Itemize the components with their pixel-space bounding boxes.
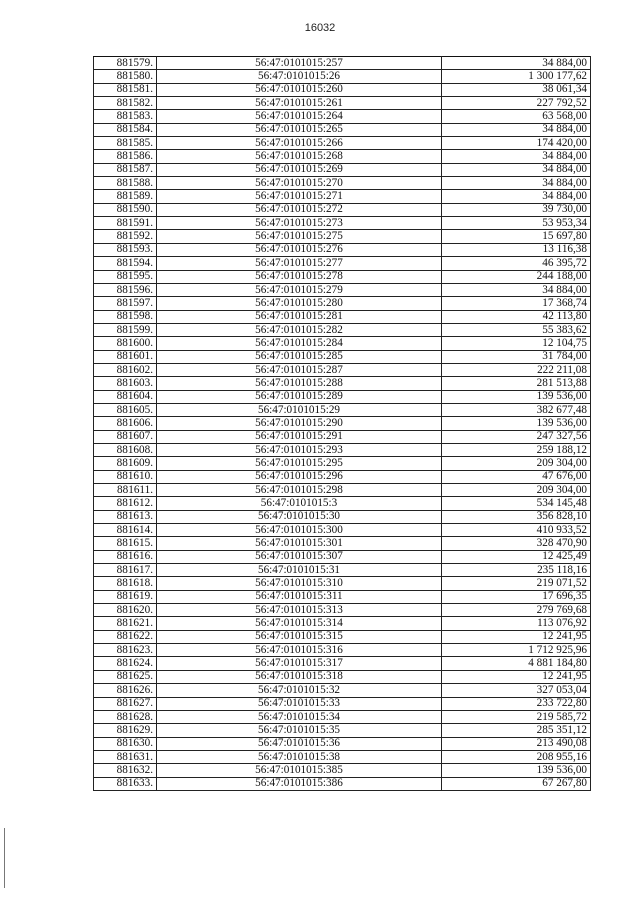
row-number-cell: 881618. bbox=[94, 577, 157, 590]
value-cell: 222 211,08 bbox=[442, 363, 591, 376]
table-row bbox=[94, 470, 591, 483]
table-row bbox=[94, 257, 591, 270]
cadastral-number-cell: 56:47:0101015:282 bbox=[157, 323, 442, 336]
table-row bbox=[94, 484, 591, 497]
table-row bbox=[94, 323, 591, 336]
value-cell: 34 884,00 bbox=[442, 163, 591, 176]
cadastral-number-cell: 56:47:0101015:38 bbox=[157, 750, 442, 763]
row-number-cell: 881631. bbox=[94, 750, 157, 763]
table-row bbox=[94, 684, 591, 697]
table-row bbox=[94, 377, 591, 390]
cadastral-number-cell: 56:47:0101015:288 bbox=[157, 377, 442, 390]
cadastral-number-cell: 56:47:0101015:307 bbox=[157, 550, 442, 563]
table-row bbox=[94, 604, 591, 617]
value-cell: 34 884,00 bbox=[442, 150, 591, 163]
cadastral-number-cell: 56:47:0101015:271 bbox=[157, 190, 442, 203]
cadastral-number-cell: 56:47:0101015:277 bbox=[157, 257, 442, 270]
cadastral-number-cell: 56:47:0101015:26 bbox=[157, 70, 442, 83]
row-number-cell: 881587. bbox=[94, 163, 157, 176]
value-cell: 227 792,52 bbox=[442, 97, 591, 110]
table-row bbox=[94, 417, 591, 430]
value-cell: 244 188,00 bbox=[442, 270, 591, 283]
row-number-cell: 881610. bbox=[94, 470, 157, 483]
cadastral-number-cell: 56:47:0101015:314 bbox=[157, 617, 442, 630]
value-cell: 46 395,72 bbox=[442, 257, 591, 270]
cadastral-number-cell: 56:47:0101015:31 bbox=[157, 564, 442, 577]
row-number-cell: 881627. bbox=[94, 697, 157, 710]
table-row bbox=[94, 644, 591, 657]
cadastral-number-cell: 56:47:0101015:29 bbox=[157, 403, 442, 416]
row-number-cell: 881611. bbox=[94, 484, 157, 497]
row-number-cell: 881579. bbox=[94, 57, 157, 70]
value-cell: 139 536,00 bbox=[442, 764, 591, 777]
cadastral-number-cell: 56:47:0101015:34 bbox=[157, 710, 442, 723]
row-number-cell: 881612. bbox=[94, 497, 157, 510]
cadastral-number-cell: 56:47:0101015:298 bbox=[157, 484, 442, 497]
table-row bbox=[94, 443, 591, 456]
cadastral-number-cell: 56:47:0101015:311 bbox=[157, 590, 442, 603]
row-number-cell: 881620. bbox=[94, 604, 157, 617]
table-row bbox=[94, 777, 591, 790]
cadastral-number-cell: 56:47:0101015:278 bbox=[157, 270, 442, 283]
value-cell: 34 884,00 bbox=[442, 123, 591, 136]
table-row bbox=[94, 150, 591, 163]
cadastral-number-cell: 56:47:0101015:291 bbox=[157, 430, 442, 443]
table-row bbox=[94, 83, 591, 96]
row-number-cell: 881628. bbox=[94, 710, 157, 723]
cadastral-number-cell: 56:47:0101015:33 bbox=[157, 697, 442, 710]
table-row bbox=[94, 430, 591, 443]
value-cell: 382 677,48 bbox=[442, 403, 591, 416]
value-cell: 534 145,48 bbox=[442, 497, 591, 510]
table-row bbox=[94, 70, 591, 83]
value-cell: 281 513,88 bbox=[442, 377, 591, 390]
table-row bbox=[94, 697, 591, 710]
value-cell: 34 884,00 bbox=[442, 57, 591, 70]
table-row bbox=[94, 564, 591, 577]
table-row bbox=[94, 123, 591, 136]
row-number-cell: 881622. bbox=[94, 630, 157, 643]
value-cell: 31 784,00 bbox=[442, 350, 591, 363]
value-cell: 17 696,35 bbox=[442, 590, 591, 603]
row-number-cell: 881581. bbox=[94, 83, 157, 96]
value-cell: 233 722,80 bbox=[442, 697, 591, 710]
row-number-cell: 881585. bbox=[94, 137, 157, 150]
table-row bbox=[94, 310, 591, 323]
page-number: 16032 bbox=[304, 22, 336, 34]
row-number-cell: 881623. bbox=[94, 644, 157, 657]
value-cell: 209 304,00 bbox=[442, 457, 591, 470]
cadastral-number-cell: 56:47:0101015:260 bbox=[157, 83, 442, 96]
row-number-cell: 881633. bbox=[94, 777, 157, 790]
row-number-cell: 881597. bbox=[94, 297, 157, 310]
value-cell: 39 730,00 bbox=[442, 203, 591, 216]
table-row bbox=[94, 57, 591, 70]
table-row bbox=[94, 190, 591, 203]
row-number-cell: 881602. bbox=[94, 363, 157, 376]
value-cell: 34 884,00 bbox=[442, 177, 591, 190]
value-cell: 327 053,04 bbox=[442, 684, 591, 697]
row-number-cell: 881596. bbox=[94, 283, 157, 296]
value-cell: 356 828,10 bbox=[442, 510, 591, 523]
cadastral-number-cell: 56:47:0101015:269 bbox=[157, 163, 442, 176]
row-number-cell: 881629. bbox=[94, 724, 157, 737]
value-cell: 4 881 184,80 bbox=[442, 657, 591, 670]
table-row bbox=[94, 577, 591, 590]
value-cell: 1 712 925,96 bbox=[442, 644, 591, 657]
table-row bbox=[94, 524, 591, 537]
value-cell: 12 104,75 bbox=[442, 337, 591, 350]
value-cell: 55 383,62 bbox=[442, 323, 591, 336]
table-row bbox=[94, 590, 591, 603]
cadastral-number-cell: 56:47:0101015:265 bbox=[157, 123, 442, 136]
row-number-cell: 881626. bbox=[94, 684, 157, 697]
table-row bbox=[94, 297, 591, 310]
table-row bbox=[94, 217, 591, 230]
cadastral-number-cell: 56:47:0101015:261 bbox=[157, 97, 442, 110]
table-row bbox=[94, 137, 591, 150]
row-number-cell: 881625. bbox=[94, 670, 157, 683]
value-cell: 53 953,34 bbox=[442, 217, 591, 230]
value-cell: 67 267,80 bbox=[442, 777, 591, 790]
row-number-cell: 881583. bbox=[94, 110, 157, 123]
table-row bbox=[94, 97, 591, 110]
row-number-cell: 881600. bbox=[94, 337, 157, 350]
table-row bbox=[94, 363, 591, 376]
row-number-cell: 881616. bbox=[94, 550, 157, 563]
table-row bbox=[94, 657, 591, 670]
cadastral-number-cell: 56:47:0101015:296 bbox=[157, 470, 442, 483]
row-number-cell: 881580. bbox=[94, 70, 157, 83]
value-cell: 34 884,00 bbox=[442, 283, 591, 296]
value-cell: 17 368,74 bbox=[442, 297, 591, 310]
value-cell: 38 061,34 bbox=[442, 83, 591, 96]
value-cell: 1 300 177,62 bbox=[442, 70, 591, 83]
table-row bbox=[94, 617, 591, 630]
table-row bbox=[94, 710, 591, 723]
cadastral-number-cell: 56:47:0101015:281 bbox=[157, 310, 442, 323]
table-row bbox=[94, 230, 591, 243]
row-number-cell: 881586. bbox=[94, 150, 157, 163]
table-row bbox=[94, 390, 591, 403]
cadastral-number-cell: 56:47:0101015:285 bbox=[157, 350, 442, 363]
row-number-cell: 881605. bbox=[94, 403, 157, 416]
cadastral-number-cell: 56:47:0101015:275 bbox=[157, 230, 442, 243]
cadastral-number-cell: 56:47:0101015:386 bbox=[157, 777, 442, 790]
value-cell: 259 188,12 bbox=[442, 443, 591, 456]
value-cell: 63 568,00 bbox=[442, 110, 591, 123]
cadastral-number-cell: 56:47:0101015:36 bbox=[157, 737, 442, 750]
value-cell: 34 884,00 bbox=[442, 190, 591, 203]
row-number-cell: 881608. bbox=[94, 443, 157, 456]
table-row bbox=[94, 510, 591, 523]
value-cell: 328 470,90 bbox=[442, 537, 591, 550]
value-cell: 279 769,68 bbox=[442, 604, 591, 617]
cadastral-number-cell: 56:47:0101015:272 bbox=[157, 203, 442, 216]
cadastral-number-cell: 56:47:0101015:289 bbox=[157, 390, 442, 403]
cadastral-number-cell: 56:47:0101015:300 bbox=[157, 524, 442, 537]
row-number-cell: 881582. bbox=[94, 97, 157, 110]
cadastral-number-cell: 56:47:0101015:310 bbox=[157, 577, 442, 590]
table-row bbox=[94, 737, 591, 750]
row-number-cell: 881595. bbox=[94, 270, 157, 283]
value-cell: 174 420,00 bbox=[442, 137, 591, 150]
value-cell: 12 241,95 bbox=[442, 630, 591, 643]
row-number-cell: 881588. bbox=[94, 177, 157, 190]
cadastral-number-cell: 56:47:0101015:284 bbox=[157, 337, 442, 350]
row-number-cell: 881607. bbox=[94, 430, 157, 443]
cadastral-number-cell: 56:47:0101015:264 bbox=[157, 110, 442, 123]
row-number-cell: 881619. bbox=[94, 590, 157, 603]
row-number-cell: 881624. bbox=[94, 657, 157, 670]
row-number-cell: 881599. bbox=[94, 323, 157, 336]
value-cell: 285 351,12 bbox=[442, 724, 591, 737]
table-row bbox=[94, 724, 591, 737]
cadastral-number-cell: 56:47:0101015:266 bbox=[157, 137, 442, 150]
registry-table bbox=[93, 56, 591, 791]
value-cell: 247 327,56 bbox=[442, 430, 591, 443]
cadastral-number-cell: 56:47:0101015:3 bbox=[157, 497, 442, 510]
cadastral-number-cell: 56:47:0101015:287 bbox=[157, 363, 442, 376]
value-cell: 209 304,00 bbox=[442, 484, 591, 497]
cadastral-number-cell: 56:47:0101015:257 bbox=[157, 57, 442, 70]
cadastral-number-cell: 56:47:0101015:315 bbox=[157, 630, 442, 643]
value-cell: 12 425,49 bbox=[442, 550, 591, 563]
value-cell: 47 676,00 bbox=[442, 470, 591, 483]
row-number-cell: 881632. bbox=[94, 764, 157, 777]
table-row bbox=[94, 750, 591, 763]
table-row bbox=[94, 497, 591, 510]
table-row bbox=[94, 403, 591, 416]
cadastral-number-cell: 56:47:0101015:295 bbox=[157, 457, 442, 470]
row-number-cell: 881615. bbox=[94, 537, 157, 550]
table-row bbox=[94, 337, 591, 350]
cadastral-number-cell: 56:47:0101015:385 bbox=[157, 764, 442, 777]
value-cell: 12 241,95 bbox=[442, 670, 591, 683]
table-row bbox=[94, 764, 591, 777]
table-row bbox=[94, 163, 591, 176]
row-number-cell: 881621. bbox=[94, 617, 157, 630]
value-cell: 208 955,16 bbox=[442, 750, 591, 763]
table-row bbox=[94, 630, 591, 643]
value-cell: 42 113,80 bbox=[442, 310, 591, 323]
value-cell: 139 536,00 bbox=[442, 390, 591, 403]
registry-rows bbox=[94, 57, 591, 791]
value-cell: 235 118,16 bbox=[442, 564, 591, 577]
cadastral-number-cell: 56:47:0101015:279 bbox=[157, 283, 442, 296]
cadastral-number-cell: 56:47:0101015:318 bbox=[157, 670, 442, 683]
table-row bbox=[94, 243, 591, 256]
row-number-cell: 881617. bbox=[94, 564, 157, 577]
cadastral-number-cell: 56:47:0101015:316 bbox=[157, 644, 442, 657]
value-cell: 13 116,38 bbox=[442, 243, 591, 256]
cadastral-number-cell: 56:47:0101015:317 bbox=[157, 657, 442, 670]
value-cell: 113 076,92 bbox=[442, 617, 591, 630]
row-number-cell: 881613. bbox=[94, 510, 157, 523]
cadastral-number-cell: 56:47:0101015:293 bbox=[157, 443, 442, 456]
value-cell: 139 536,00 bbox=[442, 417, 591, 430]
table-row bbox=[94, 270, 591, 283]
row-number-cell: 881603. bbox=[94, 377, 157, 390]
table-row bbox=[94, 283, 591, 296]
cadastral-number-cell: 56:47:0101015:280 bbox=[157, 297, 442, 310]
row-number-cell: 881614. bbox=[94, 524, 157, 537]
table-row bbox=[94, 457, 591, 470]
cadastral-number-cell: 56:47:0101015:268 bbox=[157, 150, 442, 163]
table-row bbox=[94, 537, 591, 550]
value-cell: 219 585,72 bbox=[442, 710, 591, 723]
cadastral-number-cell: 56:47:0101015:290 bbox=[157, 417, 442, 430]
value-cell: 213 490,08 bbox=[442, 737, 591, 750]
cadastral-number-cell: 56:47:0101015:276 bbox=[157, 243, 442, 256]
row-number-cell: 881592. bbox=[94, 230, 157, 243]
row-number-cell: 881609. bbox=[94, 457, 157, 470]
value-cell: 410 933,52 bbox=[442, 524, 591, 537]
cadastral-number-cell: 56:47:0101015:273 bbox=[157, 217, 442, 230]
cadastral-number-cell: 56:47:0101015:301 bbox=[157, 537, 442, 550]
row-number-cell: 881601. bbox=[94, 350, 157, 363]
table-row bbox=[94, 670, 591, 683]
row-number-cell: 881590. bbox=[94, 203, 157, 216]
row-number-cell: 881593. bbox=[94, 243, 157, 256]
table-row bbox=[94, 203, 591, 216]
cadastral-number-cell: 56:47:0101015:35 bbox=[157, 724, 442, 737]
margin-scan-mark bbox=[4, 828, 5, 888]
row-number-cell: 881606. bbox=[94, 417, 157, 430]
cadastral-number-cell: 56:47:0101015:313 bbox=[157, 604, 442, 617]
row-number-cell: 881630. bbox=[94, 737, 157, 750]
row-number-cell: 881604. bbox=[94, 390, 157, 403]
value-cell: 15 697,80 bbox=[442, 230, 591, 243]
table-row bbox=[94, 177, 591, 190]
cadastral-number-cell: 56:47:0101015:270 bbox=[157, 177, 442, 190]
table-row bbox=[94, 550, 591, 563]
row-number-cell: 881591. bbox=[94, 217, 157, 230]
row-number-cell: 881589. bbox=[94, 190, 157, 203]
cadastral-number-cell: 56:47:0101015:30 bbox=[157, 510, 442, 523]
row-number-cell: 881594. bbox=[94, 257, 157, 270]
value-cell: 219 071,52 bbox=[442, 577, 591, 590]
table-row bbox=[94, 350, 591, 363]
cadastral-number-cell: 56:47:0101015:32 bbox=[157, 684, 442, 697]
row-number-cell: 881584. bbox=[94, 123, 157, 136]
table-row bbox=[94, 110, 591, 123]
row-number-cell: 881598. bbox=[94, 310, 157, 323]
